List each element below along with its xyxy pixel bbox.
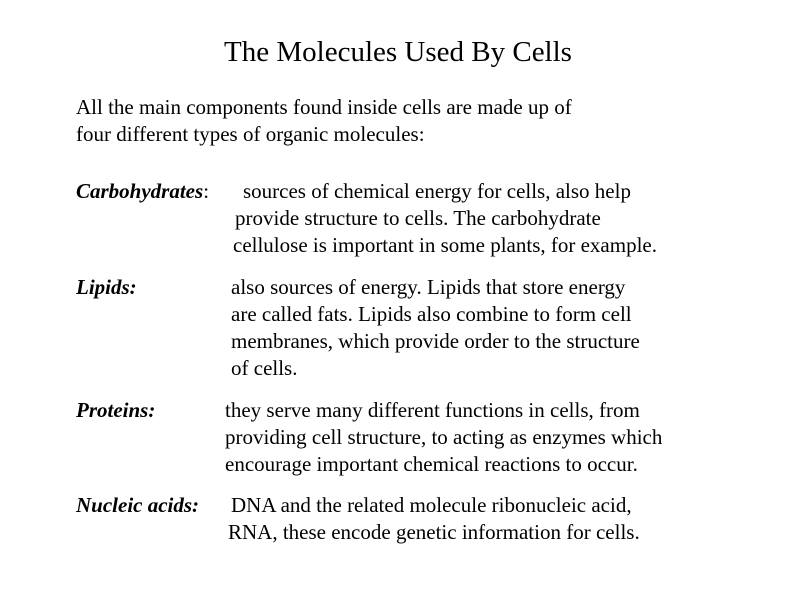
definition-line: cellulose is important in some plants, for example. bbox=[233, 233, 657, 257]
slide-title: The Molecules Used By Cells bbox=[224, 36, 572, 68]
definition-line: they serve many different functions in cells, from bbox=[225, 398, 640, 422]
definition-line: encourage important chemical reactions to occur. bbox=[225, 452, 638, 476]
definition-line: provide structure to cells. The carbohydrate bbox=[235, 206, 601, 230]
definition-line: DNA and the related molecule ribonucleic acid, bbox=[231, 493, 632, 517]
definition-line: of cells. bbox=[231, 356, 298, 380]
intro-line: four different types of organic molecules: bbox=[76, 122, 425, 146]
term-text: Carbohydrates bbox=[76, 179, 204, 203]
definition-line: sources of chemical energy for cells, also help bbox=[243, 179, 631, 203]
definition-line: membranes, which provide order to the structure bbox=[231, 329, 640, 353]
definition-line: providing cell structure, to acting as enzymes which bbox=[225, 425, 663, 449]
term-label: Proteins: bbox=[76, 398, 156, 422]
definition-line: also sources of energy. Lipids that store energy bbox=[231, 275, 626, 299]
term-label bbox=[76, 178, 209, 205]
intro-paragraph bbox=[76, 94, 572, 148]
term-colon: : bbox=[203, 179, 210, 203]
definition-line: are called fats. Lipids also combine to form cell bbox=[231, 302, 632, 326]
intro-line: All the main components found inside cells are made up of bbox=[76, 95, 572, 119]
term-label: Lipids: bbox=[76, 275, 137, 299]
term-label: Nucleic acids: bbox=[76, 493, 200, 517]
definition-line: RNA, these encode genetic information for cells. bbox=[228, 520, 640, 544]
